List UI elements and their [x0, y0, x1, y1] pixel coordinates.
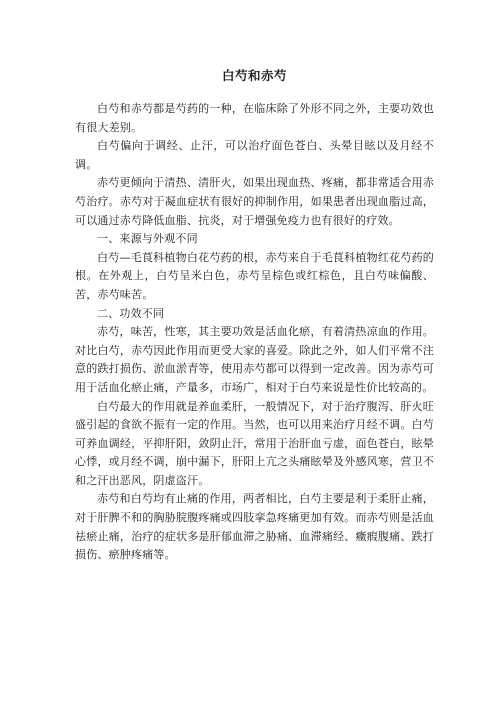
- paragraph-baishao-effect: 白芍最大的作用就是养血柔肝，一般情况下，对于治疗腹泻、肝火旺盛引起的食欲不振有一定的作用。当然，也可以用来治疗月经不调。白芍可养血调经，平抑肝阳，敛阴止汗，常用于治肝血亏虚，面色苍白，眩晕心悸，或月经不调，崩中漏下，肝阳上亢之头痛眩晕及外感风寒，营卫不和之汗出恶风，阴虚盗汗。: [75, 399, 434, 487]
- paragraph-source: 白芍—毛茛科植物白花芍药的根，赤芍来自于毛茛科植物红花芍药的根。在外观上，白芍呈米白色，赤芍呈棕色或红棕色，且白芍味偏酸、苦，赤芍味苦。: [75, 250, 434, 301]
- section-heading-source: 一、来源与外观不同: [97, 232, 198, 246]
- document-title: 白芍和赤芍: [221, 68, 287, 83]
- paragraph-chishao: 赤芍更倾向于清热、清肝火，如果出现血热、疼痛，都非常适合用赤芍治疗。赤芍对于凝血症状有很好的抑制作用，如果患者出现血脂过高，可以通过赤芍降低血脂、抗炎，对于增强免疫力也有很好的疗效。: [75, 176, 434, 227]
- paragraph-intro: 白芍和赤芍都是芍药的一种，在临床除了外形不同之外，主要功效也有很大差别。: [75, 102, 434, 134]
- paragraph-chishao-effect: 赤芍，味苦，性寒，其主要功效是活血化瘀，有着清热凉血的作用。对比白芍，赤芍因此作用而更受大家的喜爱。除此之外，如人们平常不注意的跌打损伤、淤血淤青等，使用赤芍都可以得到一定改善。因为赤芍可用于活血化瘀止痛，产量多，市场广，相对于白芍来说是性价比较高的。: [75, 325, 434, 394]
- paragraph-baishao: 白芍偏向于调经、止汗，可以治疗面色苍白、头晕目眩以及月经不调。: [75, 139, 434, 171]
- paragraph-pain-relief: 赤芍和白芍均有止痛的作用，两者相比，白芍主要是利于柔肝止痛，对于肝脾不和的胸胁脘腹疼痛或四肢挛急疼痛更加有效。而赤芍则是活血祛瘀止痛，治疗的症状多是肝郁血滞之胁痛、血滞痛经、癥瘕腹痛、跌打损伤、瘀肿疼痛等。: [75, 492, 434, 562]
- section-heading-effect: 二、功效不同: [97, 306, 165, 320]
